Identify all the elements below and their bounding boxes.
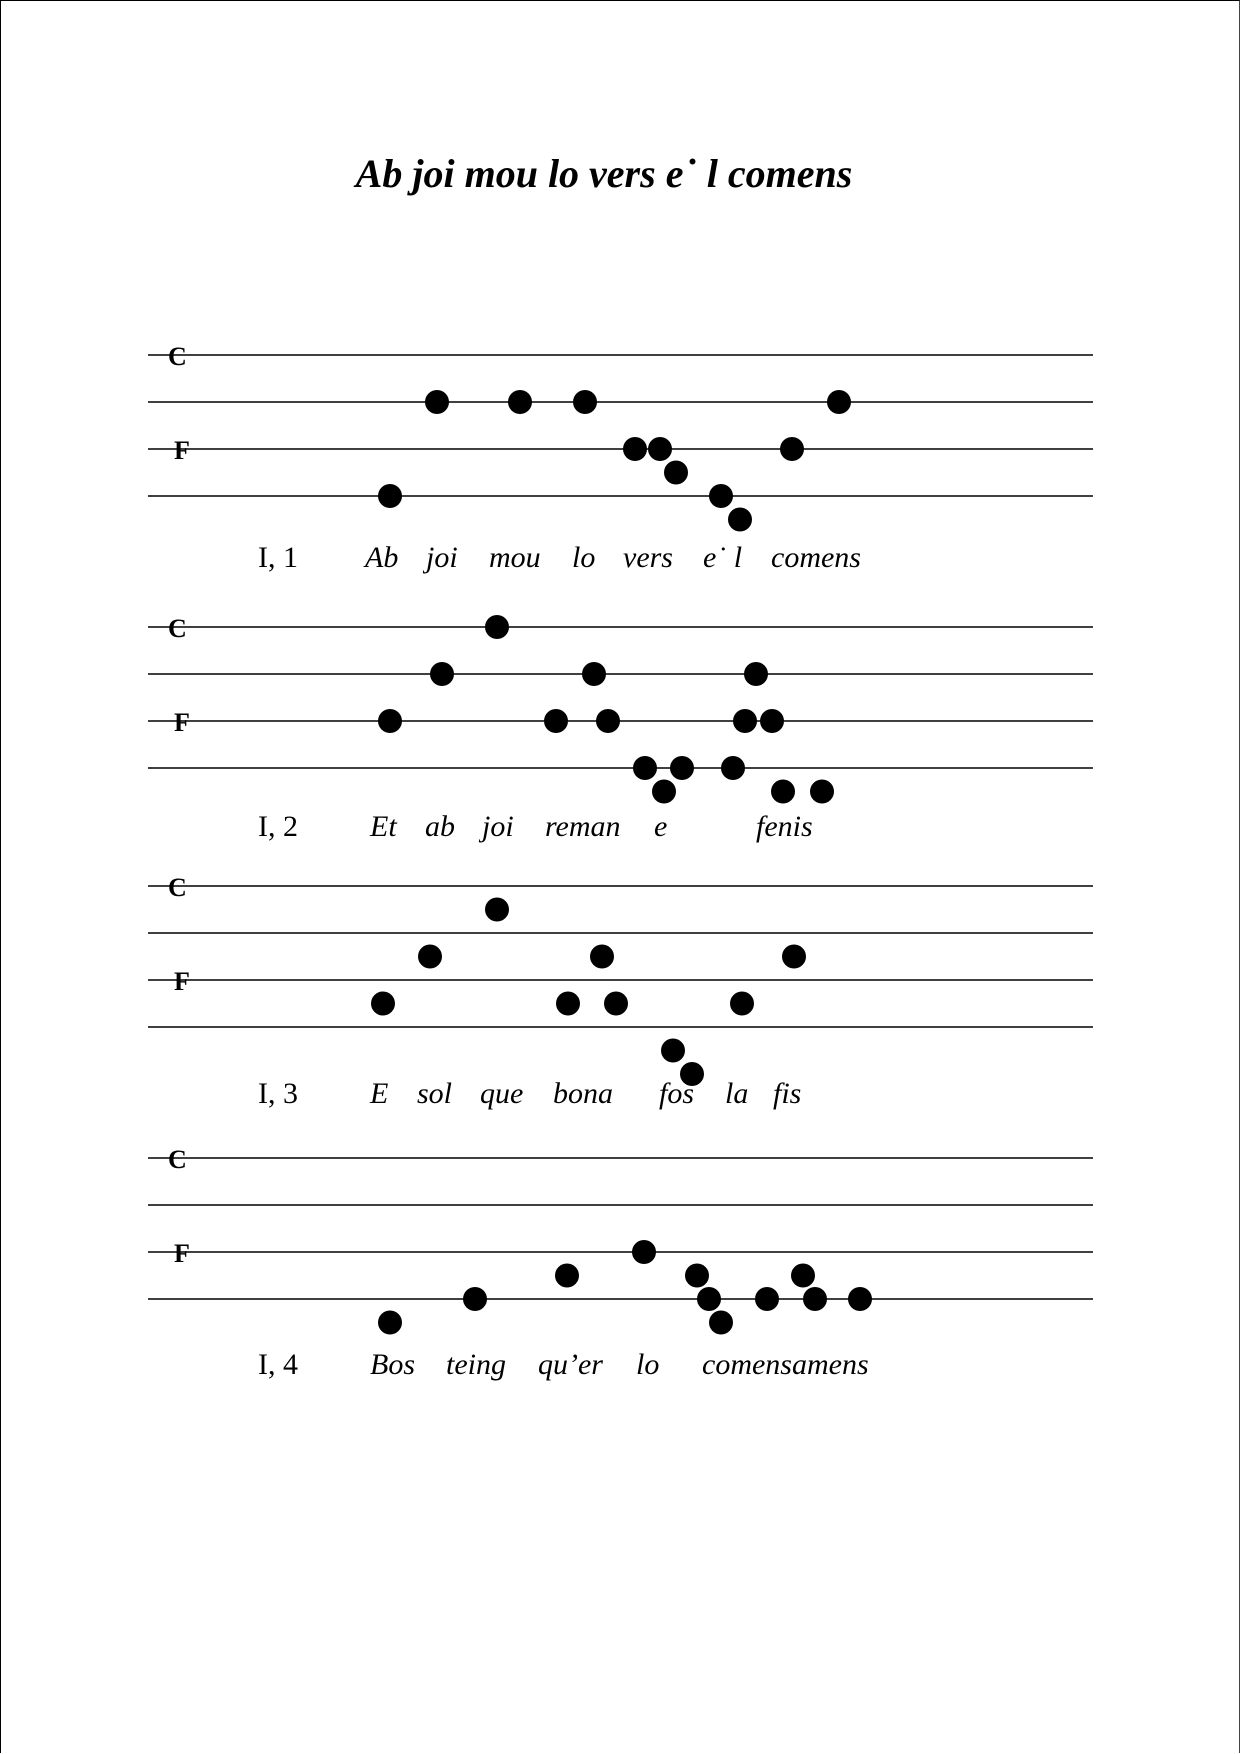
note-dot [697,1287,721,1311]
verse-line-number: I, 3 [258,1077,298,1110]
note-dot [555,1264,579,1288]
note-dot [827,390,851,414]
note-dot [661,1039,685,1063]
note-dot [485,615,509,639]
note-dot [633,756,657,780]
f-clef: F [174,967,190,996]
note-dot [803,1287,827,1311]
note-dot [508,390,532,414]
note-dot [378,709,402,733]
note-dot [582,662,606,686]
f-clef: F [174,708,190,737]
lyric-syllable: e [654,810,668,843]
note-dot [733,709,757,733]
note-dot [728,508,752,532]
note-dot [755,1287,779,1311]
lyric-syllable: bona [553,1077,613,1110]
note-dot [371,992,395,1016]
lyric-syllable: qu’er [538,1348,603,1381]
note-dot [685,1264,709,1288]
note-dot [573,390,597,414]
note-dot [782,945,806,969]
lyric-syllable: comens [771,541,861,574]
lyric-syllable: fenis [756,810,813,843]
note-dot [652,780,676,804]
lyric-syllable: reman [545,810,621,843]
note-dot [430,662,454,686]
note-dot [709,484,733,508]
lyric-syllable: que [480,1077,524,1110]
lyric-syllable: joi [426,541,458,574]
f-clef: F [174,1239,190,1268]
note-dot [604,992,628,1016]
note-dot [556,992,580,1016]
note-dot [780,437,804,461]
c-clef: C [168,614,187,643]
verse-line-number: I, 2 [258,810,298,843]
note-dot [709,1311,733,1335]
note-dot [664,461,688,485]
note-dot [648,437,672,461]
verse-line-number: I, 4 [258,1348,298,1381]
lyric-syllable: e˙ l [703,541,743,574]
lyric-syllable: fis [773,1077,802,1110]
lyric-syllable: ab [425,810,455,843]
c-clef: C [168,1145,187,1174]
note-dot [670,756,694,780]
note-dot [596,709,620,733]
note-dot [632,1240,656,1264]
lyric-syllable: fos [659,1077,695,1110]
note-dot [425,390,449,414]
note-dot [623,437,647,461]
note-dot [463,1287,487,1311]
note-dot [378,1311,402,1335]
lyric-syllable: Et [370,810,397,843]
note-dot [771,780,795,804]
note-dot [810,780,834,804]
note-dot [544,709,568,733]
lyric-syllable: E [370,1077,389,1110]
lyric-syllable: la [725,1077,749,1110]
note-dot [721,756,745,780]
note-dot [791,1264,815,1288]
note-dot [848,1287,872,1311]
verse-line-number: I, 1 [258,541,298,574]
note-dot [744,662,768,686]
lyric-syllable: sol [417,1077,453,1110]
lyric-syllable: mou [489,541,541,574]
note-dot [730,992,754,1016]
f-clef: F [174,436,190,465]
c-clef: C [168,342,187,371]
c-clef: C [168,873,187,902]
page-title: Ab joi mou lo vers e˙ l comens [355,151,853,196]
lyric-syllable: Bos [370,1348,415,1381]
lyric-syllable: comensamens [702,1348,869,1381]
note-dot [485,898,509,922]
lyric-syllable: joi [482,810,514,843]
lyric-syllable: Ab [365,541,399,574]
note-dot [590,945,614,969]
lyric-syllable: teing [446,1348,506,1381]
note-dot [418,945,442,969]
lyric-syllable: vers [623,541,673,574]
lyric-syllable: lo [572,541,596,574]
note-dot [760,709,784,733]
lyric-syllable: lo [636,1348,660,1381]
note-dot [378,484,402,508]
